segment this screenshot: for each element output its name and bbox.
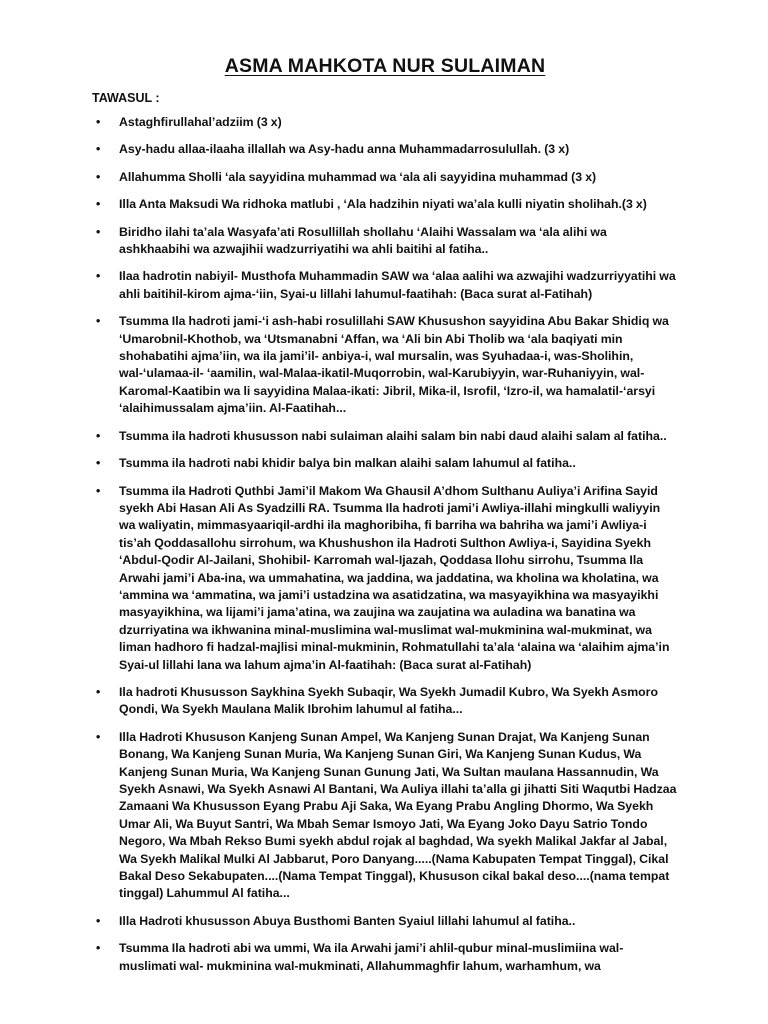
list-item: • Illa Hadroti khususson Abuya Busthomi Banten Syaiul lillahi lahumul al fatiha.. [92, 913, 678, 930]
list-item: • Tsumma Ila hadroti abi wa ummi, Wa ila Arwahi jami’i ahlil-qubur minal-muslimiina wal-muslimati wal- mukminina wal-mukminati, Allahummaghfir lahum, warhamhum, wa [92, 940, 678, 975]
list-item: • Tsumma Ila hadroti jami-‘i ash-habi rosulillahi SAW Khusushon sayyidina Abu Bakar Shidiq wa ‘Umarobnil-Khothob, wa ‘Utsmanabni ‘Affan, wa ‘Ali bin Abi Tholib wa ‘ala baqiyati min shohabatihi ajma’iin, wa ila jami’il- anbiya-i, wal mursalin, was Syuhadaa-i, was-Sholihin, wal-‘ulamaa-il- ‘aamilin, wal-Malaa-ikatil-Muqorrobin, wal-Karubiyyin, war-Ruhaniyyin, wal-Karomal-Kaatibin wa li sayyidina Malaa-ikati: Jibril, Mika-il, Isrofil, ‘Izro-il, wa hamalatil-‘arsyi ‘alaihimussalam ajma’iin. Al-Faatihah... [92, 313, 678, 417]
list-item: • Biridho ilahi ta’ala Wasyafa’ati Rosullillah shollahu ‘Alaihi Wassalam wa ‘ala alihi wa ashkhaabihi wa azwajihii wadzurriyatihi wa ahli baitihi al fatiha.. [92, 224, 678, 259]
list-item: • Astaghfirullahal’adziim (3 x) [92, 114, 678, 131]
list-item: • Allahumma Sholli ‘ala sayyidina muhammad wa ‘ala ali sayyidina muhammad (3 x) [92, 169, 678, 186]
list-item: • Tsumma ila Hadroti Quthbi Jami’il Makom Wa Ghausil A’dhom Sulthanu Auliya’i Arifina Sayid syekh Abi Hasan Ali As Syadzilli RA. Tsumma Ila hadroti jami’i Awliya-illahi mingkulli waliyyin wa waliyatin, mimmasyaariqil-ardhi ila maghoribiha, fi barriha wa bahriha wa jami’i Awliya-i tis’ah Qoddasallohu sirrohum, wa Khushushon ila Hadroti Sulthon Awliya-i, Sayidina Syekh ‘Abdul-Qodir Al-Jailani, Shohibil- Karromah wal-Ijazah, Qoddasa llohu sirrohu, Tsumma Ila Arwahi jami’i Aba-ina, wa ummahatina, wa jaddina, wa jaddatina, wa kholina wa kholatina, wa ‘ammina wa ‘ammatina, wa jami’i ustadzina wa asatidzatina, wa masyayikhina wa masyayikhi masyayikhina, wa lijami’i jama’atina, wa zaujina wa zaujatina wa auladina wa banatina wa dzurriyatina wa ikhwanina minal-muslimina wal-muslimat wal-mukminina wal-mukminat, wa liman hadhoro fi hadzal-majlisi minal-mukminin, Rohmatullahi ta’ala ‘alaina wa ‘alaihim ajma’in Syai-ul lillahi lana wa lahum ajma’in Al-faatihah: (Baca surat al-Fatihah) [92, 483, 678, 674]
section-label: TAWASUL : [92, 91, 160, 105]
list-item: • Ila hadroti Khususson Saykhina Syekh Subaqir, Wa Syekh Jumadil Kubro, Wa Syekh Asmoro Qondi, Wa Syekh Maulana Malik Ibrohim lahumul al fatiha... [92, 684, 678, 719]
document-title: ASMA MAHKOTA NUR SULAIMAN [224, 55, 546, 77]
tawasul-list [92, 114, 678, 975]
list-item: • Ilaa hadrotin nabiyil- Musthofa Muhammadin SAW wa ‘alaa aalihi wa azwajihi wadzurriyyatihi wa ahli baitihil-kirom ajma-‘iin, Syai-u lillahi lahumul-faatihah: (Baca surat al-Fatihah) [92, 268, 678, 303]
list-item: • Tsumma ila hadroti khususson nabi sulaiman alaihi salam bin nabi daud alaihi salam al fatiha.. [92, 428, 678, 445]
list-item: • Asy-hadu allaa-ilaaha illallah wa Asy-hadu anna Muhammadarrosulullah. (3 x) [92, 141, 678, 158]
list-item: • Illa Anta Maksudi Wa ridhoka matlubi , ‘Ala hadzihin niyati wa’ala kulli niyatin sholihah.(3 x) [92, 196, 678, 213]
list-item: • Tsumma ila hadroti nabi khidir balya bin malkan alaihi salam lahumul al fatiha.. [92, 455, 678, 472]
list-item: • Illa Hadroti Khususon Kanjeng Sunan Ampel, Wa Kanjeng Sunan Drajat, Wa Kanjeng Sunan Bonang, Wa Kanjeng Sunan Muria, Wa Kanjeng Sunan Giri, Wa Kanjeng Sunan Kudus, Wa Kanjeng Sunan Muria, Wa Kanjeng Sunan Gunung Jati, Wa Sultan maulana Hassannudin, Wa Syekh Asnawi, Wa Syekh Asnawi Al Bantani, Wa Auliya illahi ta’alla gi jihatti Siti Waqutbi Hadzaa Zamaani Wa Khususson Eyang Prabu Aji Saka, Wa Eyang Prabu Angling Dhormo, Wa Syekh Umar Ali, Wa Buyut Santri, Wa Mbah Semar Ismoyo Jati, Wa Eyang Joko Dayu Satrio Tondo Negoro, Wa Mbah Rekso Bumi syekh abdul rojak al baghdad, Wa syekh Malikal Jakfar al Jabal, Wa Syekh Malikal Mulki Al Jabbarut, Poro Danyang.....(Nama Kabupaten Tempat Tinggal), Cikal Bakal Deso Sekabupaten....(Nama Tempat Tinggal), Khususon cikal bakal deso....(nama tempat tinggal) Lahummul Al fatiha... [92, 729, 678, 903]
